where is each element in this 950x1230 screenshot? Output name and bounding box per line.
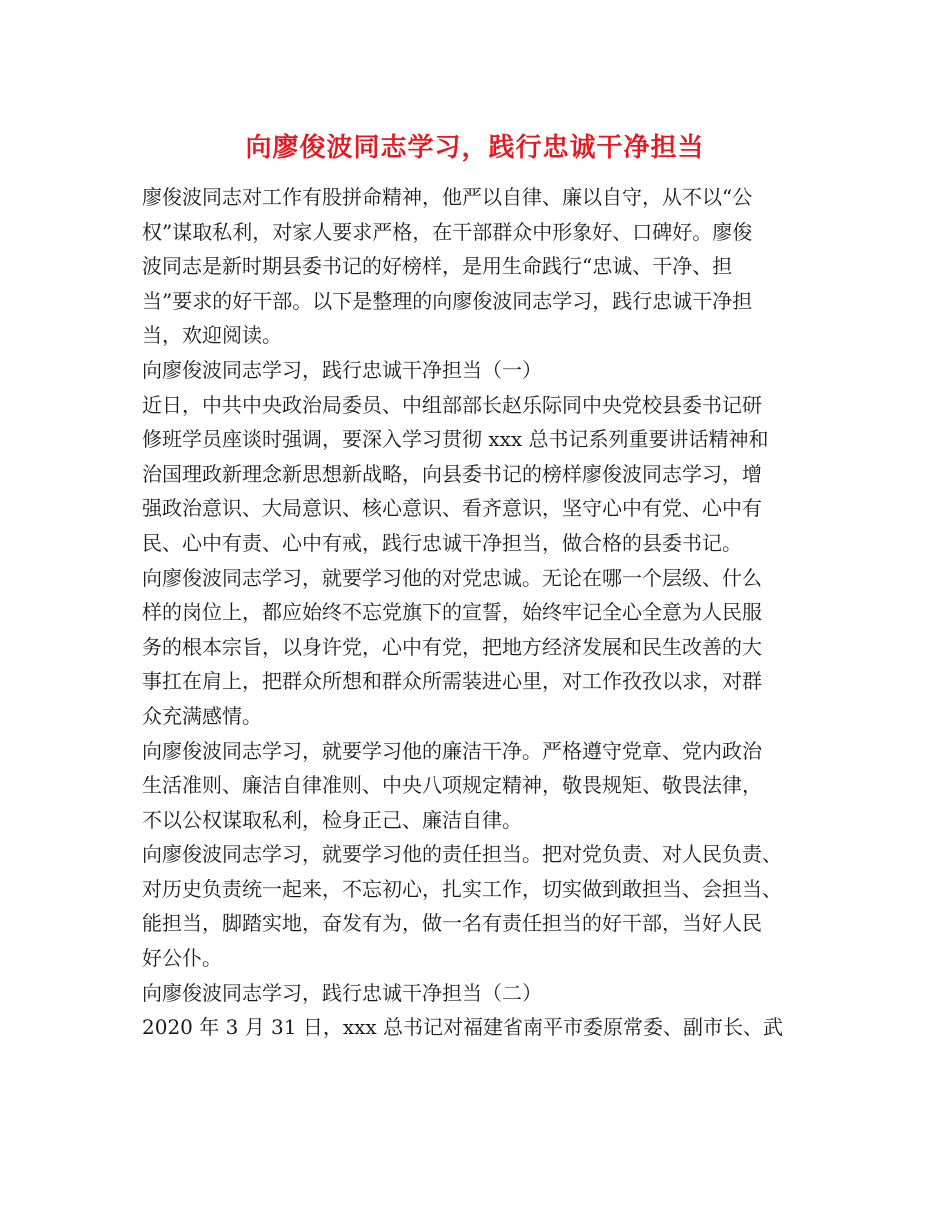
section-heading-1: 向廖俊波同志学习，践行忠诚干净担当（一） <box>142 357 542 382</box>
document-body <box>142 180 832 1045</box>
text-line: 务的根本宗旨，以身许党，心中有党，把地方经济发展和民生改善的大 <box>142 634 762 659</box>
text-line: 向廖俊波同志学习，就要学习他的责任担当。把对党负责、对人民负责、 <box>142 842 782 867</box>
text-line: 不以公权谋取私利，检身正己、廉洁自律。 <box>142 807 522 832</box>
text-line: 向廖俊波同志学习，就要学习他的对党忠诚。无论在哪一个层级、什么 <box>142 565 762 590</box>
text-line: 治国理政新理念新思想新战略，向县委书记的榜样廖俊波同志学习，增 <box>142 461 762 486</box>
text-line: 好公仆。 <box>142 946 222 971</box>
text-line: 廖俊波同志对工作有股拼命精神，他严以自律、廉以自守，从不以“公 <box>142 185 753 209</box>
text-line: 修班学员座谈时强调，要深入学习贯彻 xxx 总书记系列重要讲话精神和 <box>142 427 769 452</box>
text-line: 民、心中有责、心中有戒，践行忠诚干净担当，做合格的县委书记。 <box>142 530 742 555</box>
text-line: 2020 年 3 月 31 日，xxx 总书记对福建省南平市委原常委、副市长、武 <box>142 1015 784 1040</box>
text-line: 样的岗位上，都应始终不忘党旗下的宣誓，始终牢记全心全意为人民服 <box>142 600 762 625</box>
text-line: 众充满感情。 <box>142 703 262 728</box>
text-line: 向廖俊波同志学习，就要学习他的廉洁干净。严格遵守党章、党内政治 <box>142 738 762 763</box>
text-line: 当”要求的好干部。以下是整理的向廖俊波同志学习，践行忠诚干净担 <box>142 288 753 313</box>
text-line: 当，欢迎阅读。 <box>142 323 282 348</box>
text-line: 波同志是新时期县委书记的好榜样，是用生命践行“忠诚、干净、担 <box>142 254 733 279</box>
text-line: 强政治意识、大局意识、核心意识、看齐意识，坚守心中有党、心中有 <box>142 496 762 521</box>
text-line: 生活准则、廉洁自律准则、中央八项规定精神，敬畏规矩、敬畏法律， <box>142 773 762 798</box>
text-line: 对历史负责统一起来，不忘初心，扎实工作，切实做到敢担当、会担当、 <box>142 876 782 901</box>
text-line: 近日，中共中央政治局委员、中组部部长赵乐际同中央党校县委书记研 <box>142 392 762 417</box>
section-heading-2: 向廖俊波同志学习，践行忠诚干净担当（二） <box>142 980 542 1005</box>
text-line: 权”谋取私利，对家人要求严格，在干部群众中形象好、口碑好。廖俊 <box>142 219 753 244</box>
text-line: 事扛在肩上，把群众所想和群众所需装进心里，对工作孜孜以求，对群 <box>142 669 762 694</box>
text-line: 能担当，脚踏实地，奋发有为，做一名有责任担当的好干部，当好人民 <box>142 911 762 936</box>
document-title: 向廖俊波同志学习，践行忠诚干净担当 <box>245 133 705 163</box>
